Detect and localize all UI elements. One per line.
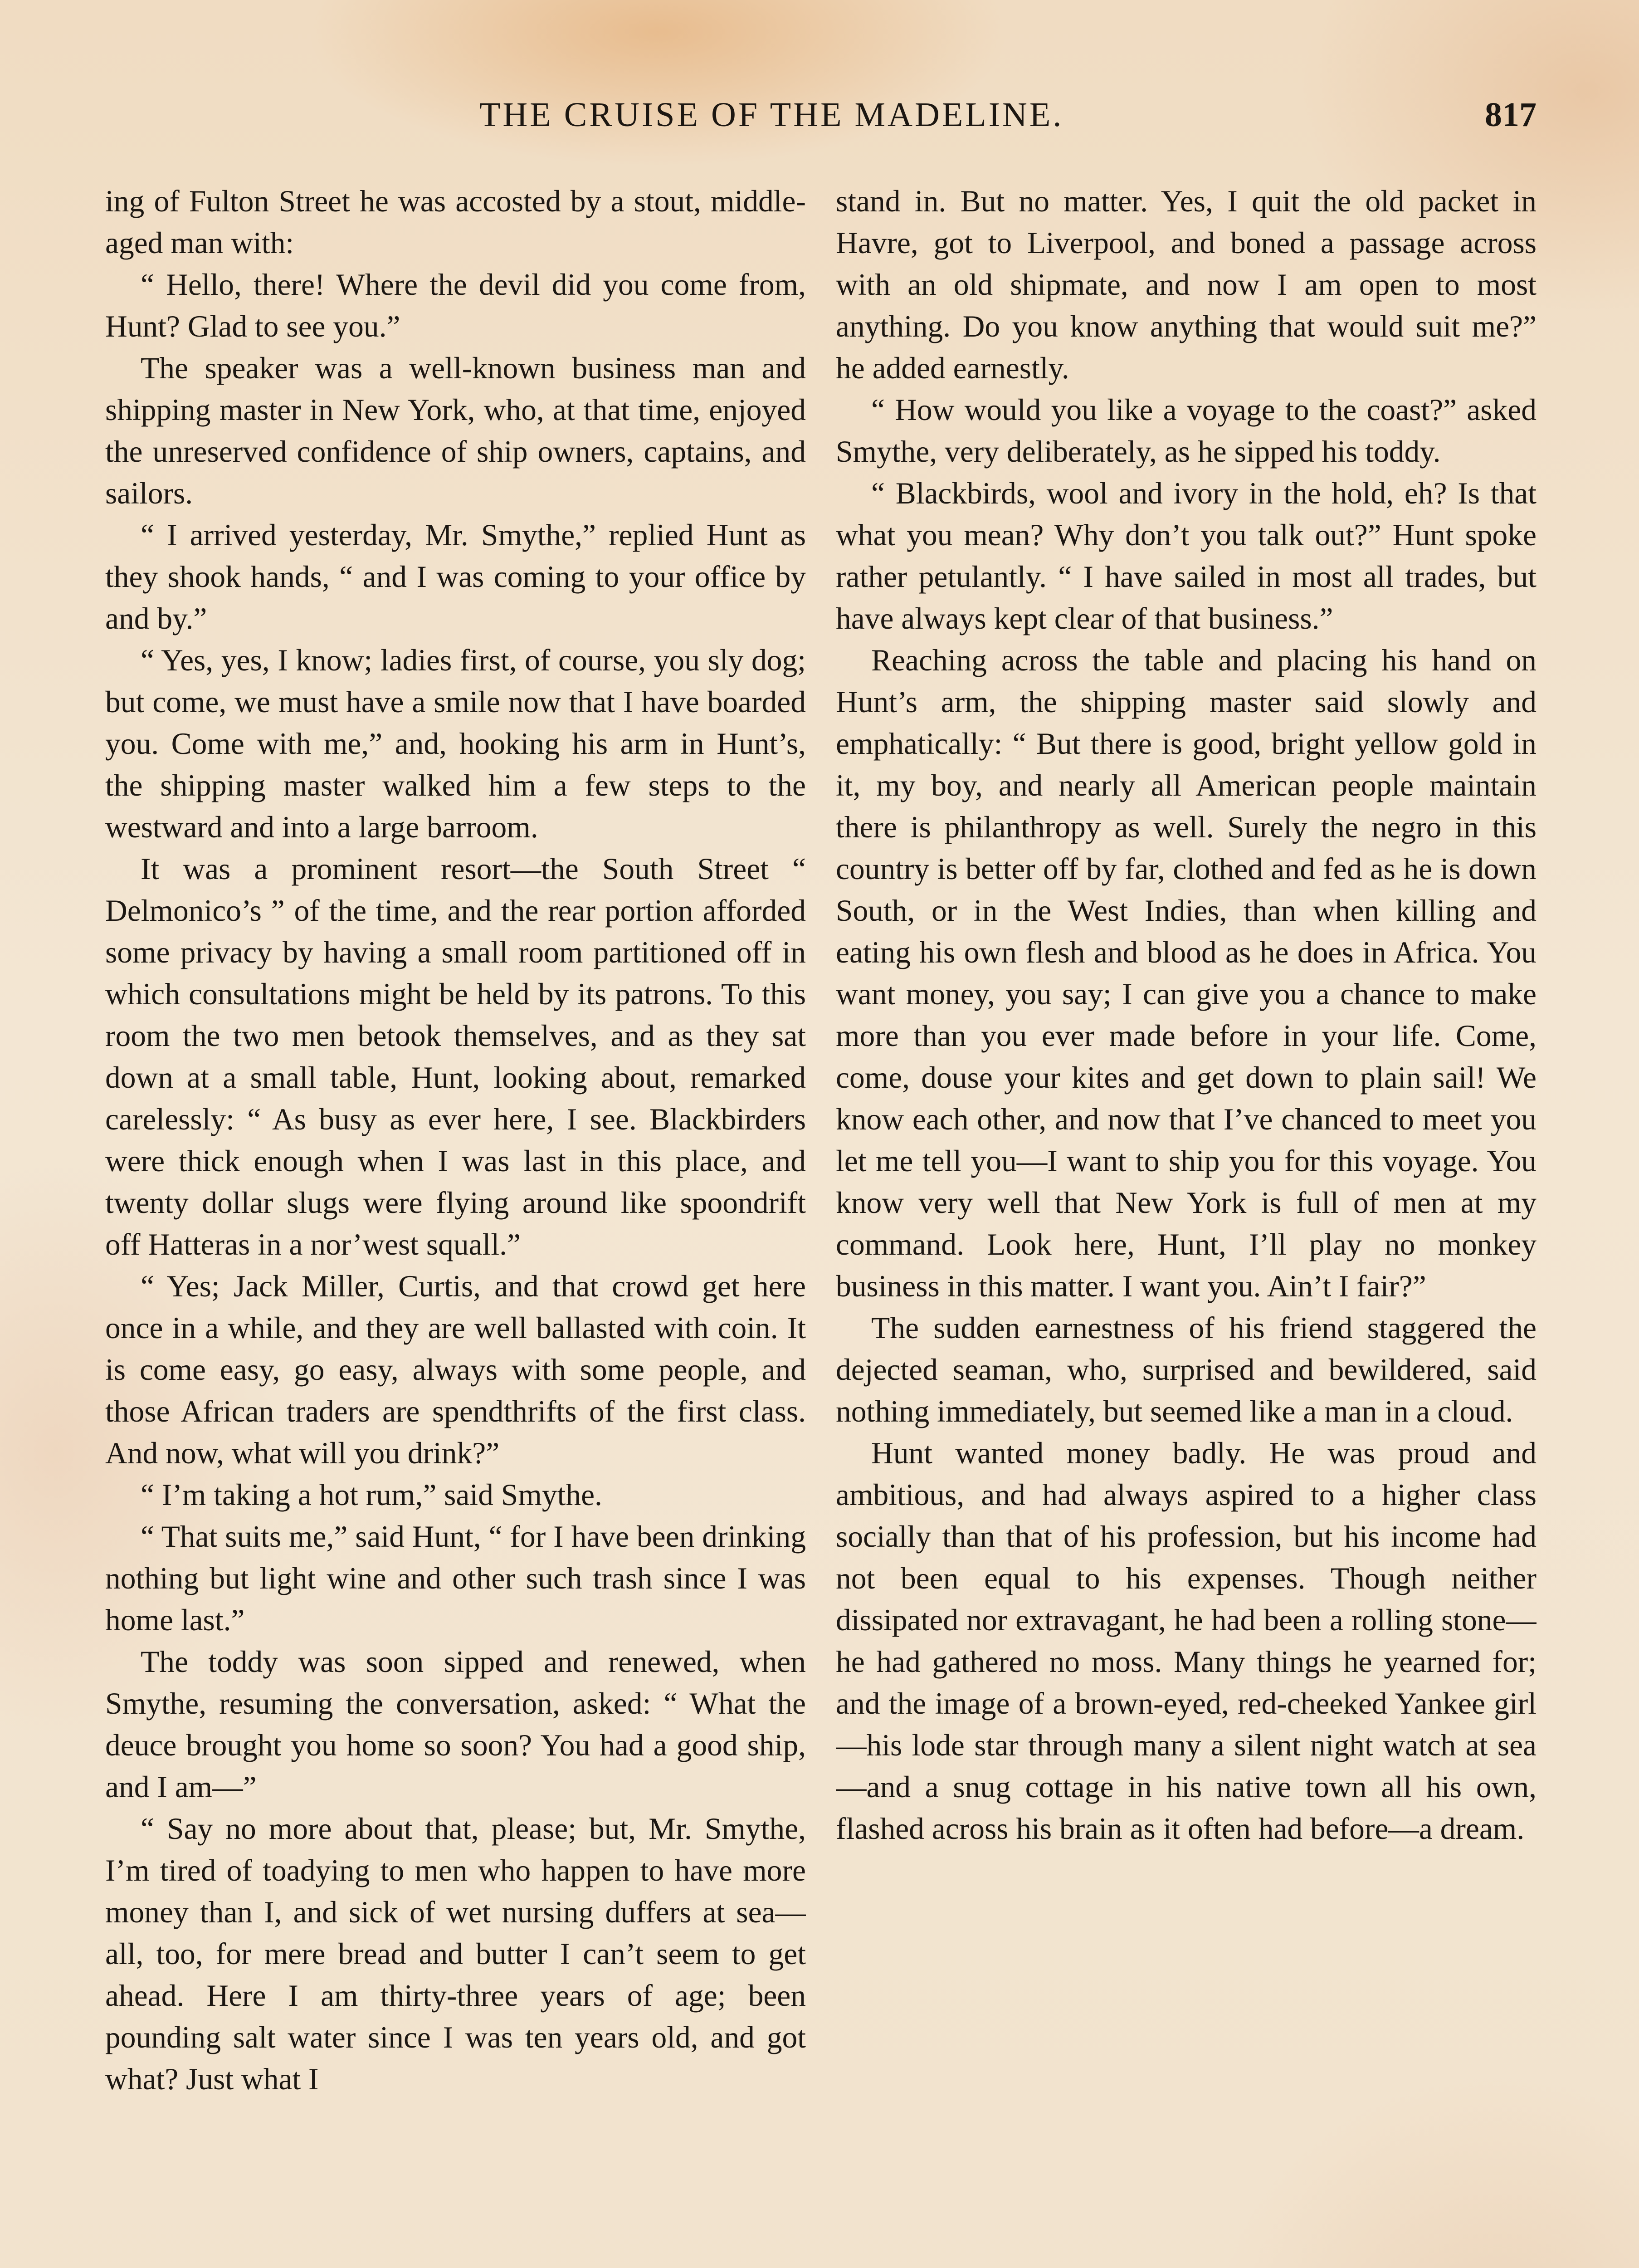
- paragraph: ing of Fulton Street he was accosted by a stout, middle-aged man with:: [105, 184, 806, 260]
- paragraph: “ I arrived yesterday, Mr. Smythe,” replied Hunt as they shook hands, “ and I was coming to your office by and by.”: [105, 518, 806, 635]
- running-header: [105, 90, 1537, 140]
- right-column: [836, 181, 1537, 2268]
- paragraph: The speaker was a well-known business man and shipping master in New York, who, at that time, enjoyed the unreserved confidence of ship owners, captains, and sailors.: [105, 351, 806, 510]
- paragraph: “ Yes, yes, I know; ladies first, of course, you sly dog; but come, we must have a smile now that I have boarded you. Come with me,” and, hooking his arm in Hunt’s, the shipping master walked him a few steps to the westward and into a large barroom.: [105, 643, 806, 844]
- paragraph: stand in. But no matter. Yes, I quit the old packet in Havre, got to Liverpool, and boned a passage across with an old shipmate, and now I am open to most anything. Do you know anything that would suit me?” he added earnestly.: [836, 184, 1537, 385]
- paragraph: Reaching across the table and placing his hand on Hunt’s arm, the shipping master said slowly and emphatically: “ But there is good, bright yellow gold in it, my boy, and nearly all American people maintain there is philanthropy as well. Surely the negro in this country is better off by far, clothed and fed as he is down South, or in the West Indies, than when killing and eating his own flesh and blood as he does in Africa. You want money, you say; I can give you a chance to make more than you ever made before in your life. Come, come, douse your kites and get down to plain sail! We know each other, and now that I’ve chanced to meet you let me tell you—I want to ship you for this voyage. You know very well that New York is full of men at my command. Look here, Hunt, I’ll play no monkey business in this matter. I want you. Ain’t I fair?”: [836, 643, 1537, 1303]
- paragraph: “ Say no more about that, please; but, Mr. Smythe, I’m tired of toadying to men who happen to have more money than I, and sick of wet nursing duffers at sea—all, too, for mere bread and butter I can’t seem to get ahead. Here I am thirty-three years of age; been pounding salt water since I was ten years old, and got what? Just what I: [105, 1812, 806, 2096]
- paragraph: Hunt wanted money badly. He was proud and ambitious, and had always aspired to a higher class socially than that of his profession, but his income had not been equal to his expenses. Though neither dissipated nor extravagant, he had been a rolling stone—he had gathered no moss. Many things he yearned for; and the image of a brown-eyed, red-cheeked Yankee girl—his lode star through many a silent night watch at sea—and a snug cottage in his native town all his own, flashed across his brain as it often had before—a dream.: [836, 1436, 1537, 1846]
- left-column: [105, 181, 806, 2268]
- paragraph: “ Blackbirds, wool and ivory in the hold, eh? Is that what you mean? Why don’t you talk out?” Hunt spoke rather petulantly. “ I have sailed in most all trades, but have always kept clear of that business.”: [836, 476, 1537, 635]
- paragraph: The sudden earnestness of his friend staggered the dejected seaman, who, surprised and bewildered, said nothing immediately, but seemed like a man in a cloud.: [836, 1311, 1537, 1428]
- paragraph: The toddy was soon sipped and renewed, when Smythe, resuming the conversation, asked: “ What the deuce brought you home so soon? You had a good ship, and I am—”: [105, 1645, 806, 1804]
- paragraph: “ I’m taking a hot rum,” said Smythe.: [141, 1478, 602, 1512]
- paragraph: “ Yes; Jack Miller, Curtis, and that crowd get here once in a while, and they are well ballasted with coin. It is come easy, go easy, always with some people, and those African traders are spendthrifts of the first class. And now, what will you drink?”: [105, 1269, 806, 1470]
- running-title: THE CRUISE OF THE MADELINE.: [479, 96, 1064, 134]
- page-number: 817: [1485, 96, 1537, 134]
- paragraph: “ How would you like a voyage to the coast?” asked Smythe, very deliberately, as he sipped his toddy.: [836, 393, 1537, 469]
- paragraph: “ That suits me,” said Hunt, “ for I have been drinking nothing but light wine and other such trash since I was home last.”: [105, 1520, 806, 1637]
- paragraph: It was a prominent resort—the South Street “ Delmonico’s ” of the time, and the rear portion afforded some privacy by having a small room partitioned off in which consultations might be held by its patrons. To this room the two men betook themselves, and as they sat down at a small table, Hunt, looking about, remarked carelessly: “ As busy as ever here, I see. Blackbirders were thick enough when I was last in this place, and twenty dollar slugs were flying around like spoondrift off Hatteras in a nor’west squall.”: [105, 852, 806, 1261]
- paragraph: “ Hello, there! Where the devil did you come from, Hunt? Glad to see you.”: [105, 268, 806, 343]
